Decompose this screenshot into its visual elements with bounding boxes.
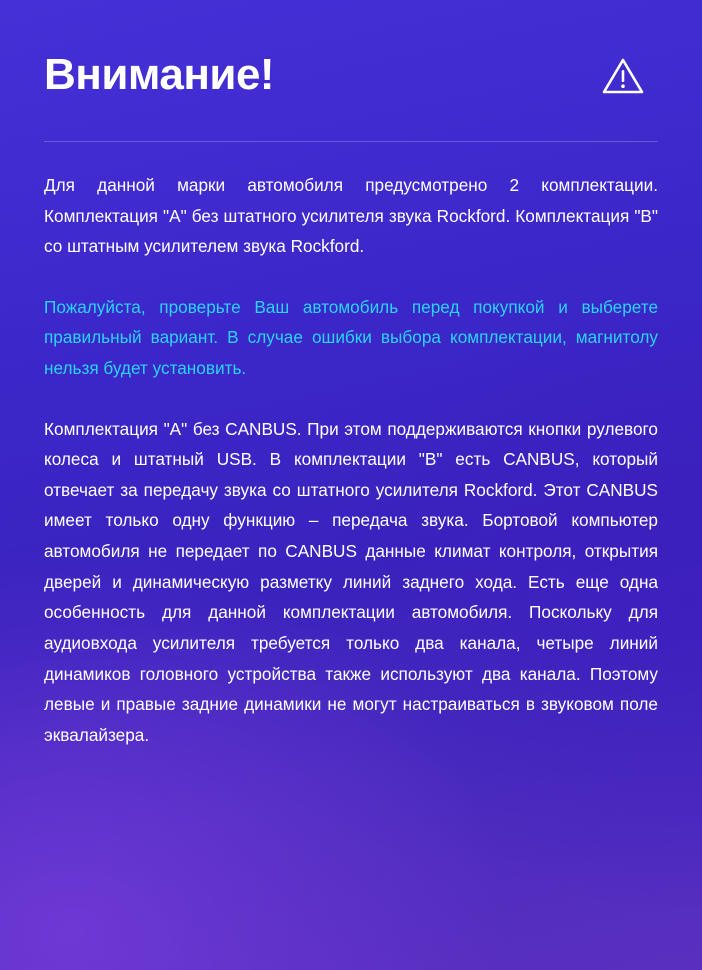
header-divider bbox=[44, 141, 658, 142]
warning-triangle-icon bbox=[600, 54, 646, 105]
paragraph-details: Комплектация "A" без CANBUS. При этом поддерживаются кнопки рулевого колеса и штатный USB. В комплектации "B" есть CANBUS, который отвечает за передачу звука со штатного усилителя Rockford. Этот CANBUS имеет только одну функцию – передача звука. Бортовой компьютер автомобиля не передает по CANBUS данные климат контроля, открытия дверей и динамическую разметку линий заднего хода. Есть еще одна особенность для данной комплектации автомобиля. Поскольку для аудиовхода усилителя требуется только два канала, четыре линий динамиков головного устройства также используют два канала. Поэтому левые и правые задние динамики не могут настраиваться в звуковом поле эквалайзера. bbox=[44, 418, 658, 745]
page-header bbox=[44, 44, 658, 105]
page-title: Внимание! bbox=[44, 50, 275, 99]
paragraph-intro: Для данной марки автомобиля предусмотрено 2 комплектации. Комплектация "A" без штатного усилителя звука Rockford. Комплектация "B" со штатным усилителем звука Rockford. bbox=[44, 175, 658, 257]
notice-body bbox=[44, 170, 658, 750]
paragraph-warning: Пожалуйста, проверьте Ваш автомобиль перед покупкой и выберете правильный вариант. В случае ошибки выбора комплектации, магнитолу нельзя будет установить. bbox=[44, 296, 658, 379]
